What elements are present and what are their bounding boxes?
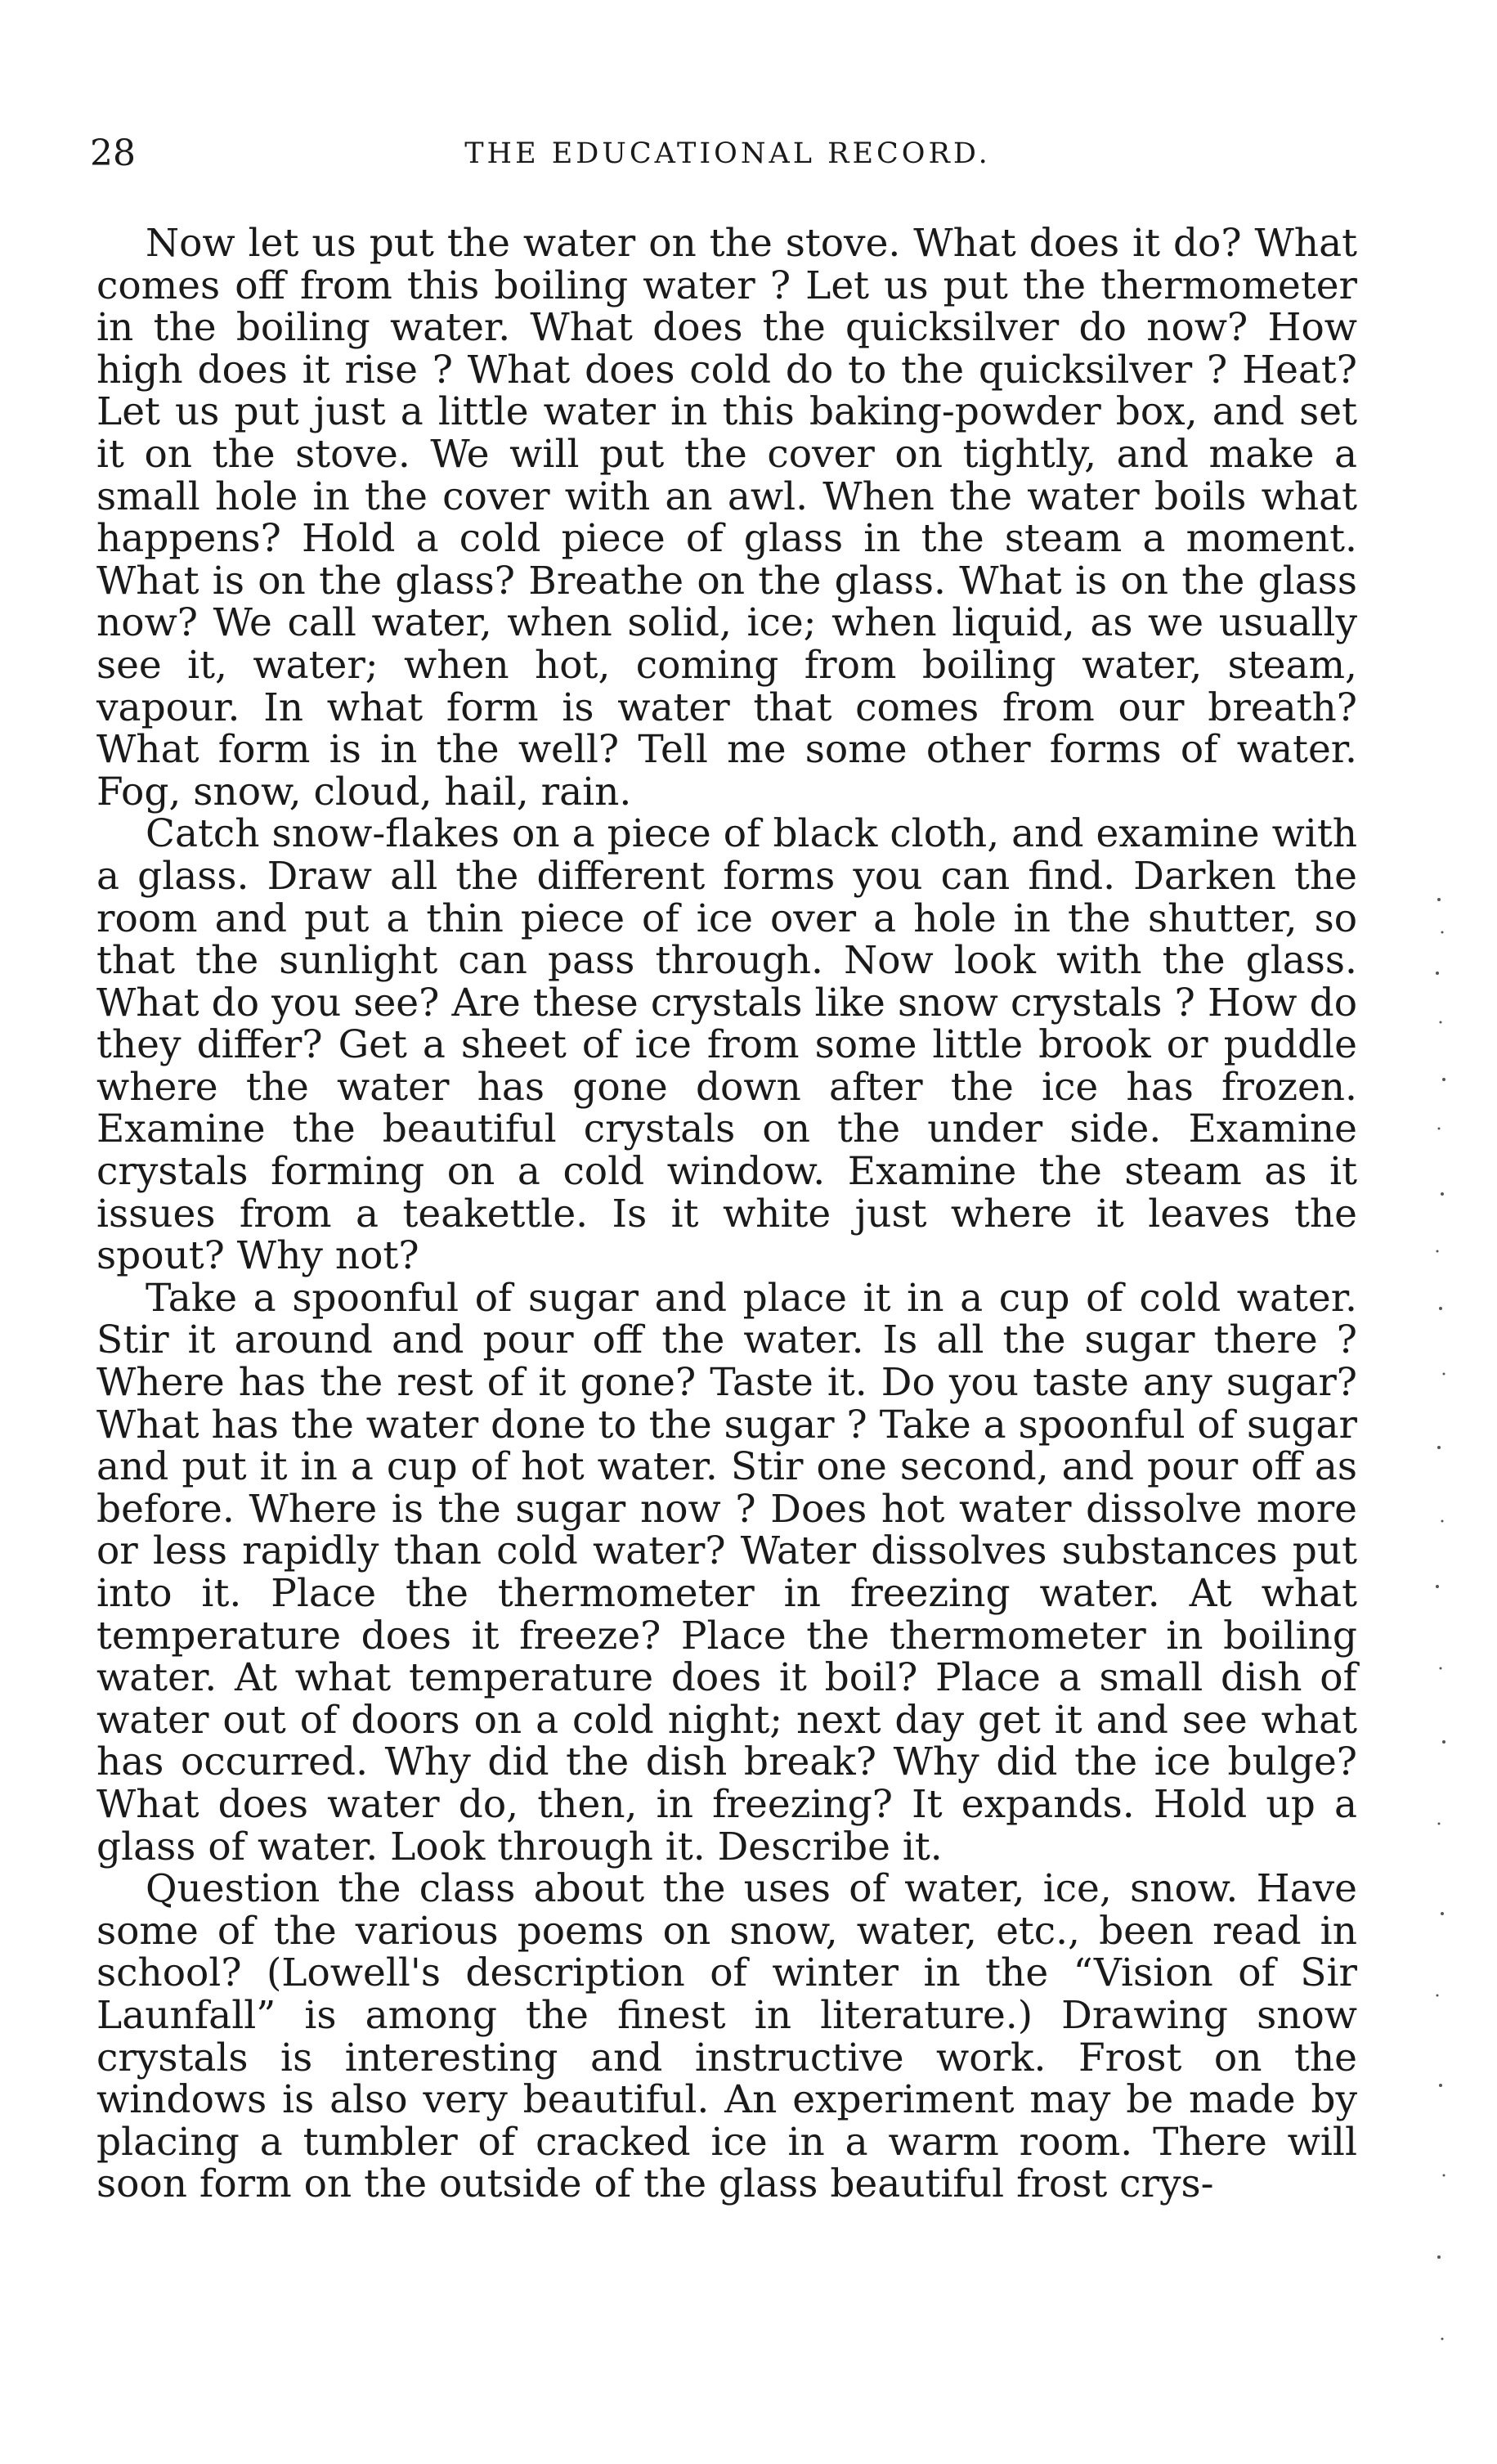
paragraph-snow-crystals: Catch snow-flakes on a piece of black cloth, and examine with a glass. Draw all the different forms you can find. Darken the room and put a thin piece of ice over a hole in the shutter, so that the sunlight can pass through. Now look with the glass. What do you see? Are these crystals like snow crystals ? How do they differ? Get a sheet of ice from some little brook or puddle where the water has gone down after the ice has frozen. Examine the beautiful crystals on the under side. Examine crystals forming on a cold window. Examine the steam as it issues from a teakettle. Is it white just where it leaves the spout? Why not?: [96, 811, 1357, 1279]
page-header: [90, 129, 1365, 178]
paragraph-water-states: Now let us put the water on the stove. What does it do? What comes off from this boiling water ? Let us put the thermometer in the boiling water. What does the quicksilver do now? How high does it rise ? What does cold do to the quicksilver ? Heat? Let us put just a little water in this baking-powder box, and set it on the stove. We will put the cover on tightly, and make a small hole in the cover with an awl. When the water boils what happens? Hold a cold piece of glass in the steam a moment. What is on the glass? Breathe on the glass. What is on the glass now? We call water, when solid, ice; when liquid, as we usually see it, water; when hot, coming from boiling water, steam, vapour. In what form is water that comes from our breath? What form is in the well? Tell me some other forms of water. Fog, snow, cloud, hail, rain.: [96, 221, 1357, 815]
running-title: THE EDUCATIONAL RECORD.: [464, 137, 991, 170]
margin-bleed-through: [1423, 883, 1488, 2437]
paragraph-sugar-dissolving: Take a spoonful of sugar and place it in a cup of cold water. Stir it around and pour off the water. Is all the sugar there ? Where has the rest of it gone? Taste it. Do you taste any sugar? What has the water done to the sugar ? Take a spoonful of sugar and put it in a cup of hot water. Stir one second, and pour off as before. Where is the sugar now ? Does hot water dissolve more or less rapidly than cold water? Water dissolves substances put into it. Place the thermometer in freezing water. At what temperature does it freeze? Place the thermometer in boiling water. At what temperature does it boil? Place a small dish of water out of doors on a cold night; next day get it and see what has occurred. Why did the dish break? Why did the ice bulge? What does water do, then, in freezing? It expands. Hold up a glass of water. Look through it. Describe it.: [96, 1275, 1357, 1869]
body-text: [96, 222, 1357, 2206]
page-number: 28: [90, 132, 136, 174]
paragraph-uses-of-water: Question the class about the uses of water, ice, snow. Have some of the various poems on snow, water, etc., been read in school? (Lowell's description of winter in the “Vision of Sir Launfall” is among the finest in literature.) Drawing snow crystals is interesting and instructive work. Frost on the windows is also very beautiful. An experiment may be made by placing a tumbler of cracked ice in a warm room. There will soon form on the outside of the glass beautiful frost crys-: [96, 1866, 1357, 2207]
